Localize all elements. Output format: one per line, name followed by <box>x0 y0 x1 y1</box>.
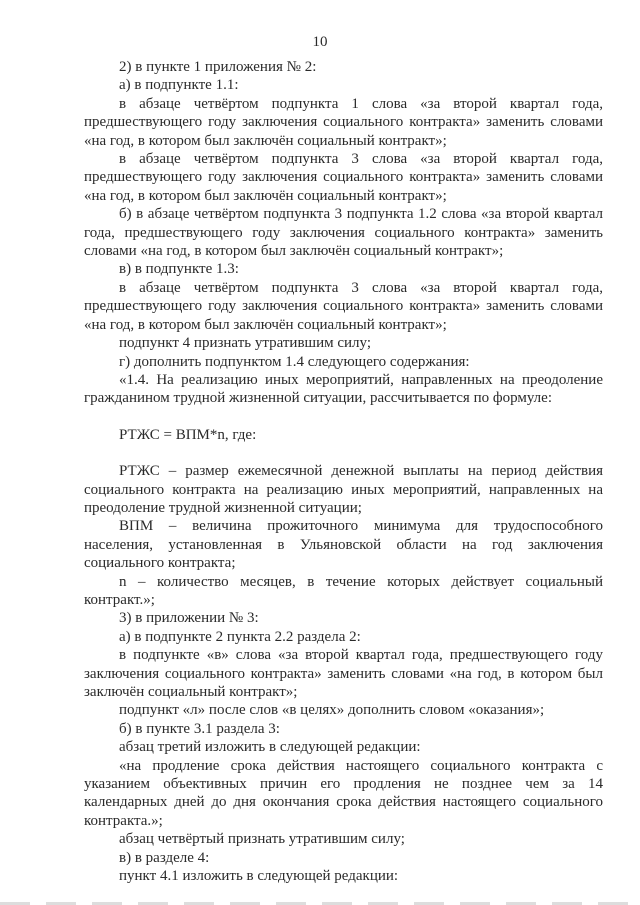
formula: РТЖС = ВПМ*n, где: <box>119 426 257 443</box>
paragraph: подпункт «л» после слов «в целях» дополнить словом «оказания»; <box>119 702 545 719</box>
paragraph: а) в подпункте 1.1: <box>119 77 239 94</box>
paragraph: г) дополнить подпунктом 1.4 следующего содержания: <box>119 353 470 370</box>
paragraph: в) в подпункте 1.3: <box>119 261 239 278</box>
paragraph: в абзаце четвёртом подпункта 1 слова «за второй квартал года, предшествующего году заключения социального контракта» заменить словами «на год, в котором был заключён социальный контракт»; <box>84 95 603 149</box>
paragraph: 3) в приложении № 3: <box>119 610 259 627</box>
paragraph: в подпункте «в» слова «за второй квартал года, предшествующего году заключения социального контракта» заменить словами «на год, в котором был заключён социальный контракт»; <box>84 647 603 700</box>
paragraph: РТЖС – размер ежемесячной денежной выплаты на период действия социального контракта на реализацию иных мероприятий, направленных на преодоление трудной жизненной ситуации; <box>84 463 603 516</box>
document-body <box>84 58 603 885</box>
paragraph: пункт 4.1 изложить в следующей редакции: <box>119 868 399 885</box>
paragraph: подпункт 4 признать утратившим силу; <box>119 335 371 352</box>
paragraph: в абзаце четвёртом подпункта 3 слова «за второй квартал года, предшествующего году заключения социального контракта» заменить словами «на год, в котором был заключён социальный контракт»; <box>84 279 603 333</box>
paragraph: б) в абзаце четвёртом подпункта 3 подпункта 1.2 слова «за второй квартал года, предшествующего году заключения социального контракта» заменить словами «на год, в котором был заключён социальный контракт»; <box>84 206 603 260</box>
paragraph: «1.4. На реализацию иных мероприятий, направленных на преодоление гражданином трудной жизненной ситуации, рассчитывается по формуле: <box>84 371 603 407</box>
page-number: 10 <box>312 34 328 50</box>
paragraph: абзац третий изложить в следующей редакции: <box>119 739 421 756</box>
paragraph: «на продление срока действия настоящего социального контракта с указанием объективных причин его продления не позднее чем за 14 календарных дней до дня окончания срока действия настоящего социального контракта.»; <box>84 757 603 829</box>
paragraph: ВПМ – величина прожиточного минимума для трудоспособного населения, установленная в Ульяновской области на год заключения социального контракта; <box>84 518 603 572</box>
paragraph: в) в разделе 4: <box>119 849 210 866</box>
paragraph: б) в пункте 3.1 раздела 3: <box>119 720 280 737</box>
paragraph: 2) в пункте 1 приложения № 2: <box>119 59 317 75</box>
paragraph: в абзаце четвёртом подпункта 3 слова «за второй квартал года, предшествующего году заключения социального контракта» заменить словами «на год, в котором был заключён социальный контракт»; <box>84 151 603 204</box>
paragraph: абзац четвёртый признать утратившим силу; <box>119 831 405 848</box>
paragraph: а) в подпункте 2 пункта 2.2 раздела 2: <box>119 628 361 645</box>
paragraph: n – количество месяцев, в течение которых действует социальный контракт.»; <box>84 573 603 608</box>
